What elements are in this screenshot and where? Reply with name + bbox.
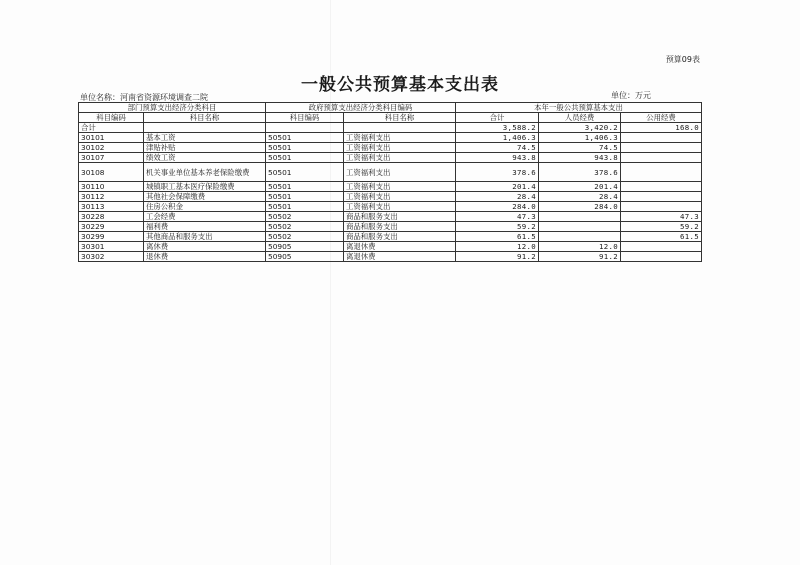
cell-code: 30229 xyxy=(79,222,144,232)
group-header-gov: 政府预算支出经济分类科目编码 xyxy=(266,103,456,113)
cell-code: 30102 xyxy=(79,143,144,153)
cell-gov-name: 离退休费 xyxy=(344,252,456,262)
cell-code: 30228 xyxy=(79,212,144,222)
unit-label: 单位：万元 xyxy=(611,91,651,100)
cell-gov-name: 工资福利支出 xyxy=(344,182,456,192)
col-header-personnel: 人员经费 xyxy=(539,113,621,123)
cell-total: 59.2 xyxy=(456,222,539,232)
cell-name: 离休费 xyxy=(144,242,266,252)
table-row xyxy=(79,232,702,242)
cell-public xyxy=(621,182,702,192)
cell-name: 退休费 xyxy=(144,252,266,262)
cell-total: 201.4 xyxy=(456,182,539,192)
table-row xyxy=(79,163,702,182)
table-row xyxy=(79,222,702,232)
col-header-gov-name: 科目名称 xyxy=(344,113,456,123)
cell-name: 住房公积金 xyxy=(144,202,266,212)
cell-total: 1,406.3 xyxy=(456,133,539,143)
total-row-personnel: 3,420.2 xyxy=(539,123,621,133)
table-row xyxy=(79,153,702,163)
cell-personnel: 74.5 xyxy=(539,143,621,153)
cell-public xyxy=(621,153,702,163)
table-row xyxy=(79,143,702,153)
cell-name: 城镇职工基本医疗保险缴费 xyxy=(144,182,266,192)
cell-gov-code: 50502 xyxy=(266,232,344,242)
cell-total: 61.5 xyxy=(456,232,539,242)
cell-gov-name: 商品和服务支出 xyxy=(344,212,456,222)
group-header-budget: 本年一般公共预算基本支出 xyxy=(456,103,702,113)
cell-name: 福利费 xyxy=(144,222,266,232)
cell-code: 30113 xyxy=(79,202,144,212)
total-row-empty-gov-code xyxy=(266,123,344,133)
cell-gov-name: 工资福利支出 xyxy=(344,153,456,163)
cell-code: 30112 xyxy=(79,192,144,202)
cell-gov-name: 工资福利支出 xyxy=(344,163,456,182)
cell-personnel: 201.4 xyxy=(539,182,621,192)
total-row xyxy=(79,123,702,133)
cell-personnel xyxy=(539,222,621,232)
page-title: 一般公共预算基本支出表 xyxy=(301,75,499,95)
cell-gov-name: 商品和服务支出 xyxy=(344,232,456,242)
cell-total: 28.4 xyxy=(456,192,539,202)
table-row xyxy=(79,252,702,262)
total-row-empty-name xyxy=(144,123,266,133)
cell-code: 30302 xyxy=(79,252,144,262)
cell-gov-code: 50501 xyxy=(266,202,344,212)
cell-public: 47.3 xyxy=(621,212,702,222)
cell-total: 284.0 xyxy=(456,202,539,212)
cell-total: 378.6 xyxy=(456,163,539,182)
cell-public xyxy=(621,242,702,252)
cell-personnel xyxy=(539,212,621,222)
cell-gov-name: 工资福利支出 xyxy=(344,133,456,143)
cell-code: 30301 xyxy=(79,242,144,252)
col-header-dept-code: 科目编码 xyxy=(79,113,144,123)
cell-gov-code: 50501 xyxy=(266,133,344,143)
cell-gov-code: 50501 xyxy=(266,182,344,192)
total-row-label: 合计 xyxy=(79,123,144,133)
cell-name: 工会经费 xyxy=(144,212,266,222)
total-row-empty-gov-name xyxy=(344,123,456,133)
cell-gov-name: 商品和服务支出 xyxy=(344,222,456,232)
table-row xyxy=(79,212,702,222)
cell-gov-code: 50501 xyxy=(266,163,344,182)
cell-code: 30110 xyxy=(79,182,144,192)
cell-total: 47.3 xyxy=(456,212,539,222)
cell-gov-name: 离退休费 xyxy=(344,242,456,252)
col-header-dept-name: 科目名称 xyxy=(144,113,266,123)
total-row-public: 168.0 xyxy=(621,123,702,133)
cell-name: 津贴补贴 xyxy=(144,143,266,153)
table-row xyxy=(79,242,702,252)
cell-gov-name: 工资福利支出 xyxy=(344,143,456,153)
cell-gov-code: 50501 xyxy=(266,192,344,202)
cell-personnel: 12.0 xyxy=(539,242,621,252)
cell-name: 机关事业单位基本养老保险缴费 xyxy=(144,163,266,182)
total-row-total: 3,588.2 xyxy=(456,123,539,133)
column-header-row xyxy=(79,113,702,123)
col-header-gov-code: 科目编码 xyxy=(266,113,344,123)
cell-public: 61.5 xyxy=(621,232,702,242)
cell-gov-name: 工资福利支出 xyxy=(344,192,456,202)
cell-personnel xyxy=(539,232,621,242)
cell-name: 绩效工资 xyxy=(144,153,266,163)
cell-gov-code: 50502 xyxy=(266,212,344,222)
cell-gov-code: 50501 xyxy=(266,143,344,153)
budget-table xyxy=(78,102,702,262)
form-code: 预算09表 xyxy=(665,55,700,64)
cell-total: 943.8 xyxy=(456,153,539,163)
cell-personnel: 91.2 xyxy=(539,252,621,262)
cell-personnel: 943.8 xyxy=(539,153,621,163)
cell-personnel: 28.4 xyxy=(539,192,621,202)
cell-gov-code: 50501 xyxy=(266,153,344,163)
cell-name: 其他商品和服务支出 xyxy=(144,232,266,242)
cell-public xyxy=(621,133,702,143)
cell-total: 91.2 xyxy=(456,252,539,262)
col-header-total: 合计 xyxy=(456,113,539,123)
cell-personnel: 284.0 xyxy=(539,202,621,212)
cell-public: 59.2 xyxy=(621,222,702,232)
cell-gov-code: 50905 xyxy=(266,252,344,262)
group-header-dept: 部门预算支出经济分类科目 xyxy=(79,103,266,113)
cell-public xyxy=(621,143,702,153)
cell-code: 30101 xyxy=(79,133,144,143)
cell-code: 30299 xyxy=(79,232,144,242)
cell-name: 基本工资 xyxy=(144,133,266,143)
cell-gov-name: 工资福利支出 xyxy=(344,202,456,212)
cell-personnel: 1,406.3 xyxy=(539,133,621,143)
cell-public xyxy=(621,192,702,202)
cell-gov-code: 50905 xyxy=(266,242,344,252)
table-row xyxy=(79,182,702,192)
cell-code: 30108 xyxy=(79,163,144,182)
group-header-row xyxy=(79,103,702,113)
cell-gov-code: 50502 xyxy=(266,222,344,232)
cell-public xyxy=(621,163,702,182)
cell-total: 12.0 xyxy=(456,242,539,252)
cell-code: 30107 xyxy=(79,153,144,163)
cell-public xyxy=(621,252,702,262)
table-row xyxy=(79,202,702,212)
table-row xyxy=(79,192,702,202)
cell-public xyxy=(621,202,702,212)
cell-personnel: 378.6 xyxy=(539,163,621,182)
table-row xyxy=(79,133,702,143)
cell-name: 其他社会保障缴费 xyxy=(144,192,266,202)
cell-total: 74.5 xyxy=(456,143,539,153)
unit-name: 单位名称：河南省资源环境调查二院 xyxy=(80,93,208,102)
col-header-public: 公用经费 xyxy=(621,113,702,123)
